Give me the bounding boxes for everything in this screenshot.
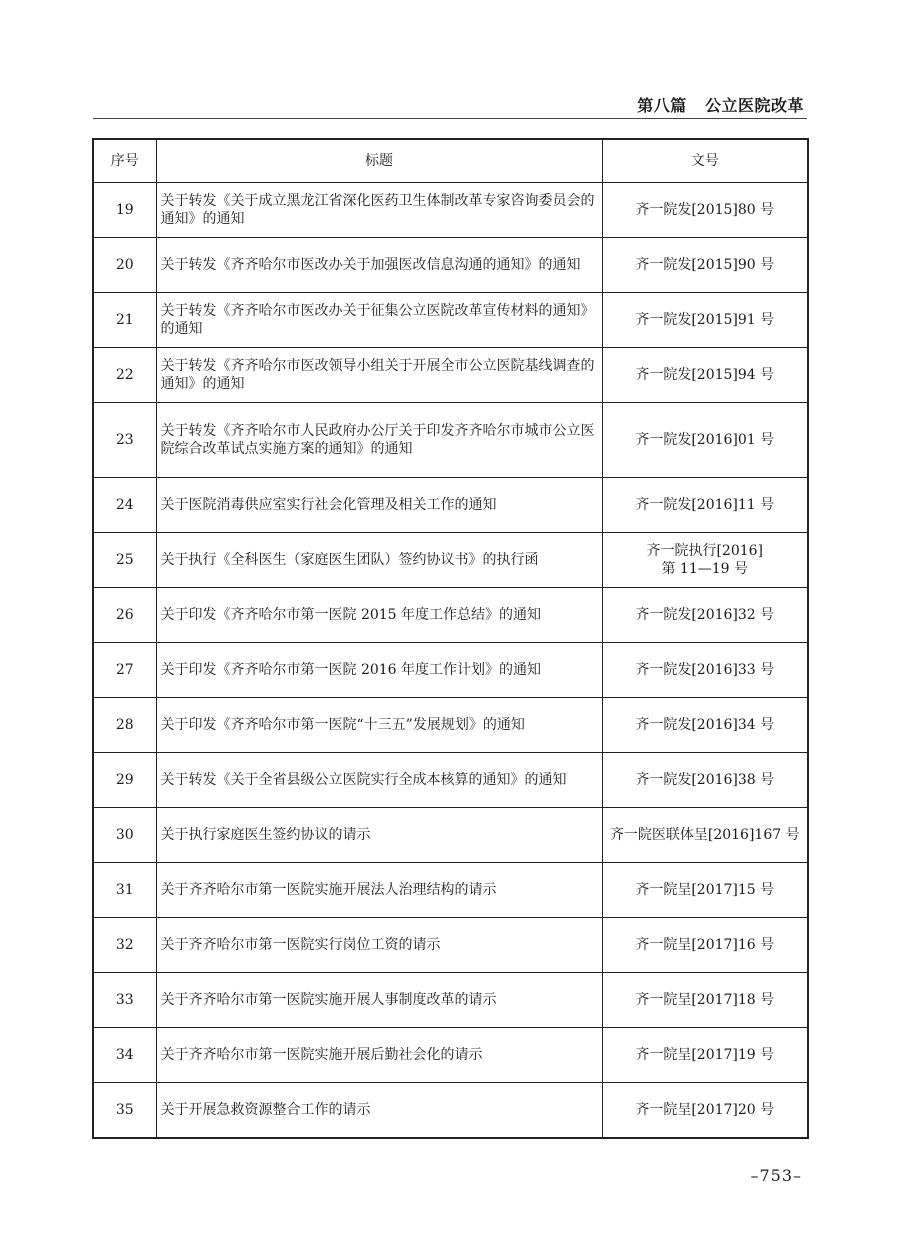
row-title: 关于齐齐哈尔市第一医院实施开展法人治理结构的请示 [156,863,602,918]
row-doc-number: 齐一院发[2016]11 号 [602,478,808,533]
row-doc-number: 齐一院发[2016]34 号 [602,698,808,753]
row-number: 20 [93,238,156,293]
row-number: 29 [93,753,156,808]
row-title: 关于转发《齐齐哈尔市医改领导小组关于开展全市公立医院基线调查的通知》的通知 [156,348,602,403]
running-header: 第八篇 公立医院改革 [637,96,804,115]
column-header-number: 序号 [93,139,156,183]
table-row [93,1028,808,1083]
table-row [93,973,808,1028]
table-row [93,1083,808,1139]
row-title: 关于开展急救资源整合工作的请示 [156,1083,602,1139]
row-number: 34 [93,1028,156,1083]
doc-number-line-2: 第 11—19 号 [661,561,749,577]
table-row [93,183,808,238]
row-number: 27 [93,643,156,698]
row-number: 22 [93,348,156,403]
table-row [93,753,808,808]
row-title: 关于转发《齐齐哈尔市医改办关于征集公立医院改革宣传材料的通知》的通知 [156,293,602,348]
row-number: 30 [93,808,156,863]
row-doc-number: 齐一院呈[2017]18 号 [602,973,808,1028]
row-doc-number: 齐一院呈[2017]16 号 [602,918,808,973]
row-number: 32 [93,918,156,973]
row-number: 21 [93,293,156,348]
row-doc-number: 齐一院发[2016]32 号 [602,588,808,643]
row-doc-number: 齐一院发[2015]80 号 [602,183,808,238]
column-header-title: 标题 [156,139,602,183]
table-row [93,863,808,918]
header-rule [93,118,807,119]
row-doc-number: 齐一院呈[2017]20 号 [602,1083,808,1139]
table-row [93,533,808,588]
row-number: 25 [93,533,156,588]
document-table [92,138,809,1139]
row-doc-number: 齐一院呈[2017]19 号 [602,1028,808,1083]
row-title: 关于转发《关于成立黑龙江省深化医药卫生体制改革专家咨询委员会的通知》的通知 [156,183,602,238]
row-doc-number: 齐一院发[2015]94 号 [602,348,808,403]
row-doc-number: 齐一院发[2016]38 号 [602,753,808,808]
row-number: 33 [93,973,156,1028]
table-row [93,238,808,293]
row-doc-number: 齐一院呈[2017]15 号 [602,863,808,918]
table-row [93,293,808,348]
table-row [93,403,808,478]
row-title: 关于印发《齐齐哈尔市第一医院“十三五”发展规划》的通知 [156,698,602,753]
doc-number-line-1: 齐一院执行[2016] [646,543,764,559]
table-row [93,588,808,643]
row-number: 28 [93,698,156,753]
row-title: 关于转发《齐齐哈尔市医改办关于加强医改信息沟通的通知》的通知 [156,238,602,293]
row-number: 19 [93,183,156,238]
row-number: 35 [93,1083,156,1139]
row-number: 26 [93,588,156,643]
row-number: 24 [93,478,156,533]
page-number: –753– [750,1166,802,1185]
row-title: 关于印发《齐齐哈尔市第一医院 2015 年度工作总结》的通知 [156,588,602,643]
row-number: 31 [93,863,156,918]
row-title: 关于齐齐哈尔市第一医院实施开展后勤社会化的请示 [156,1028,602,1083]
row-doc-number: 齐一院发[2015]90 号 [602,238,808,293]
row-title: 关于齐齐哈尔市第一医院实行岗位工资的请示 [156,918,602,973]
row-doc-number: 齐一院发[2015]91 号 [602,293,808,348]
row-title: 关于转发《关于全省县级公立医院实行全成本核算的通知》的通知 [156,753,602,808]
row-title: 关于医院消毒供应室实行社会化管理及相关工作的通知 [156,478,602,533]
row-title: 关于转发《齐齐哈尔市人民政府办公厅关于印发齐齐哈尔市城市公立医院综合改革试点实施方案的通知》的通知 [156,403,602,478]
table-row [93,643,808,698]
row-title: 关于印发《齐齐哈尔市第一医院 2016 年度工作计划》的通知 [156,643,602,698]
table-row [93,698,808,753]
column-header-doc-number: 文号 [602,139,808,183]
row-doc-number: 齐一院发[2016]33 号 [602,643,808,698]
row-doc-number: 齐一院医联体呈[2016]167 号 [602,808,808,863]
row-number: 23 [93,403,156,478]
row-title: 关于执行家庭医生签约协议的请示 [156,808,602,863]
table-row [93,808,808,863]
row-title: 关于齐齐哈尔市第一医院实施开展人事制度改革的请示 [156,973,602,1028]
table-row [93,478,808,533]
row-title: 关于执行《全科医生（家庭医生团队）签约协议书》的执行函 [156,533,602,588]
row-doc-number: 齐一院发[2016]01 号 [602,403,808,478]
table-row [93,918,808,973]
table-row [93,348,808,403]
row-doc-number [602,533,808,588]
table-header-row [93,139,808,183]
